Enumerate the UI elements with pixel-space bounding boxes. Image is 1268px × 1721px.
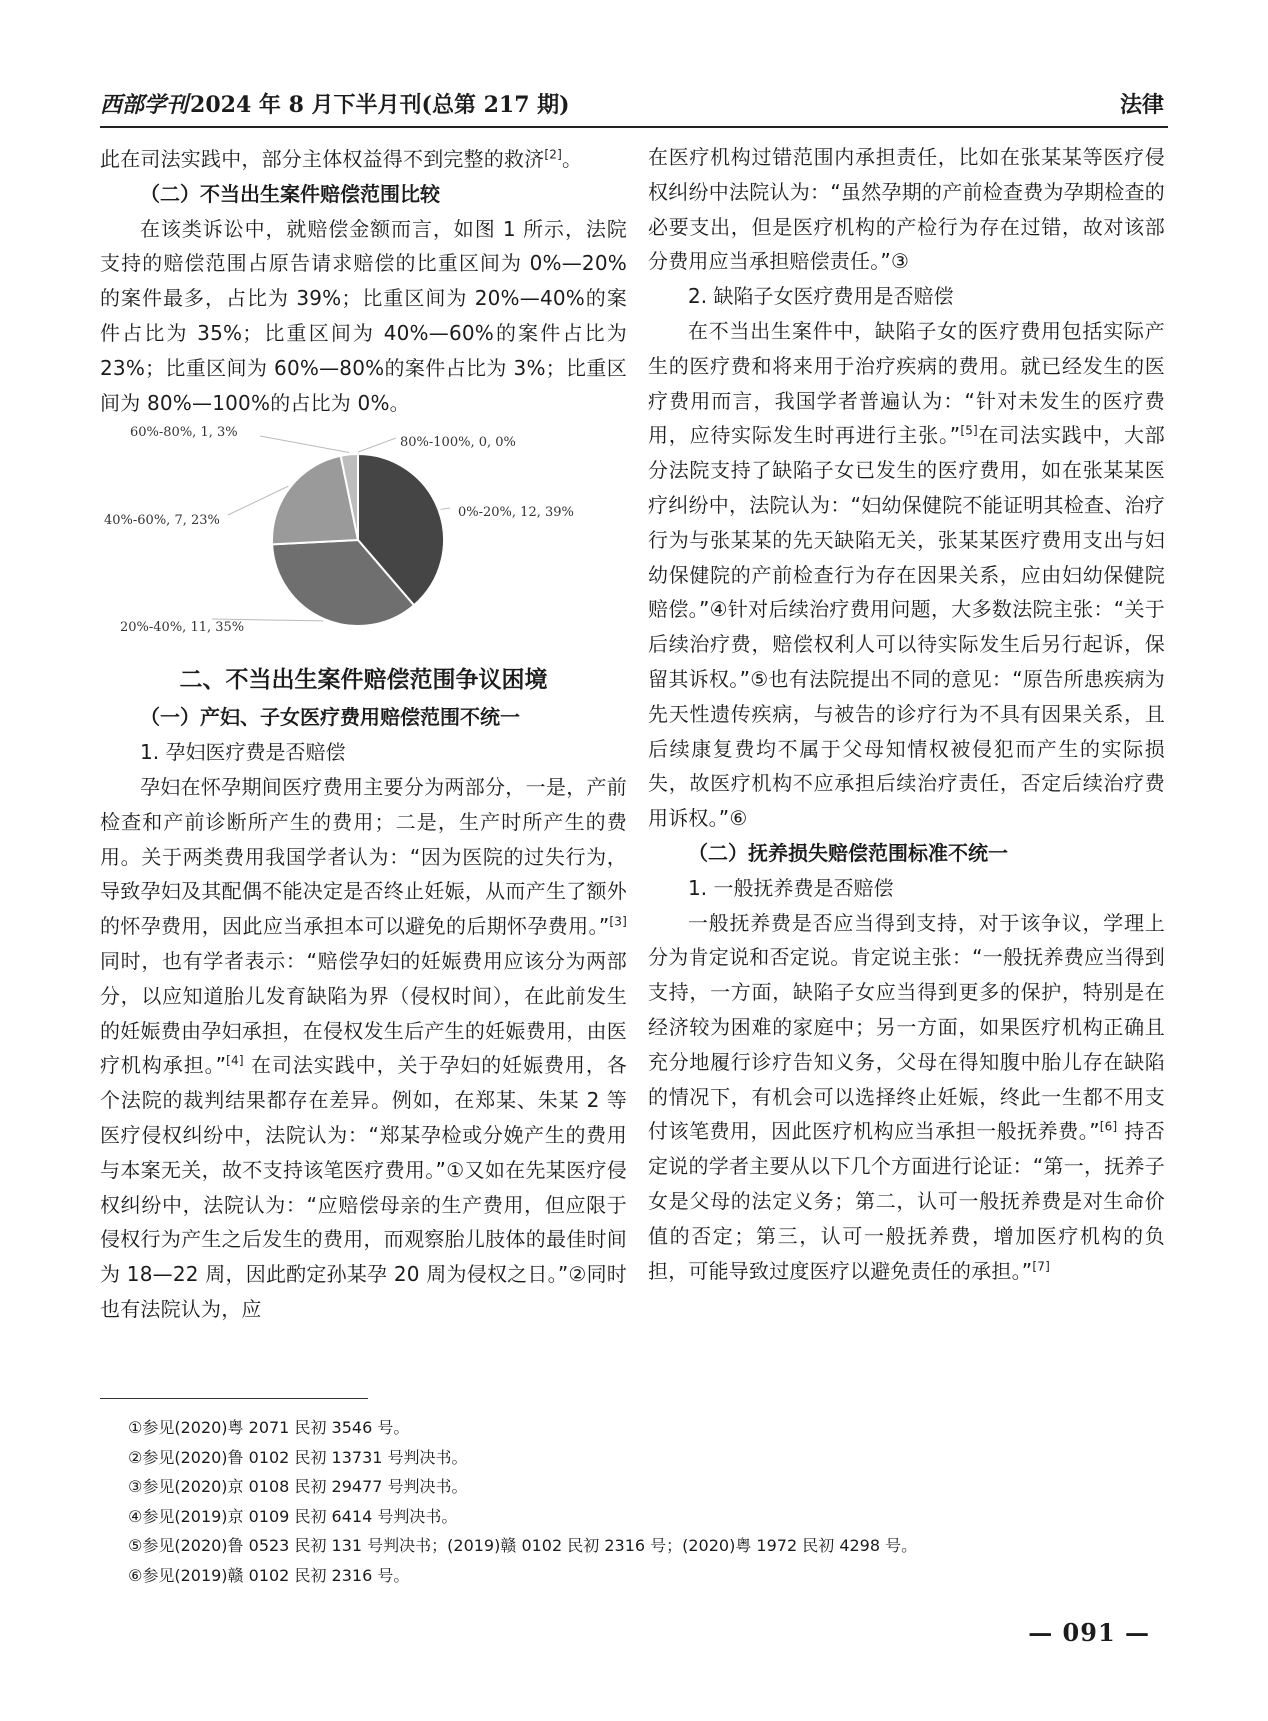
right-column	[648, 140, 1165, 1288]
citation-ref: [3]	[609, 914, 627, 929]
paragraph: 在不当出生案件中，缺陷子女的医疗费用包括实际产生的医疗费和将来用于治疗疾病的费用。就已经发生的医疗费用而言，我国学者普遍认为：“针对未发生的医疗费用，应待实际发生时再进行主张。”[5]在司法实践中，大部分法院支持了缺陷子女已发生的医疗费用，如在张某某医疗纠纷中，法院认为：“妇幼保健院不能证明其检查、治疗行为与张某某的先天缺陷无关，张某某医疗费用支出与妇幼保健院的产前检查行为存在因果关系，应由妇幼保健院赔偿。”④针对后续治疗费用问题，大多数法院主张：“关于后续治疗费，赔偿权利人可以待实际发生后另行起诉，保留其诉权。”⑤也有法院提出不同的意见：“原告所患疾病为先天性遗传疾病，与被告的诊疗行为不具有因果关系，且后续康复费均不属于父母知情权被侵犯而产生的实际损失，故医疗机构不应承担后续治疗责任，否定后续治疗费用诉权。”⑥	[648, 318, 1165, 831]
footnotes	[128, 1413, 1168, 1591]
citation-ref: [7]	[1032, 1258, 1050, 1273]
pie-data-label: 40%-60%, 7, 23%	[104, 513, 220, 529]
pie-data-label: 20%-40%, 11, 35%	[120, 620, 245, 636]
running-head	[100, 88, 570, 119]
left-column	[100, 142, 627, 1327]
paragraph: 在该类诉讼中，就赔偿金额而言，如图 1 所示，法院支持的赔偿范围占原告请求赔偿的比重区间为 0%—20%的案件最多，占比为 39%；比重区间为 20%—40%的案件占比为 35%；比重区间为 40%—60%的案件占比为 23%；比重区间为 60%—80%的案件占比为 3%；比重区间为 80%—100%的占比为 0%。	[100, 216, 627, 415]
footnote: ⑥参见(2019)赣 0102 民初 2316 号。	[128, 1565, 410, 1585]
subsection-heading: （二）抚养损失赔偿范围标准不统一	[688, 840, 1008, 865]
journal-logo: 西部学刊	[100, 92, 189, 118]
footnote: ④参见(2019)京 0109 民初 6414 号判决书。	[128, 1506, 458, 1526]
footnote: ①参见(2020)粤 2071 民初 3546 号。	[128, 1418, 410, 1437]
paragraph: 此在司法实践中，部分主体权益得不到完整的救济[2]。	[100, 147, 583, 171]
footnote-divider	[100, 1398, 368, 1399]
citation-ref: [2]	[544, 147, 563, 162]
citation-ref: [5]	[960, 423, 978, 438]
section-name: 法律	[1119, 92, 1164, 118]
sub-subsection-heading: 1. 孕妇医疗费是否赔偿	[140, 740, 346, 765]
sub-subsection-heading: 2. 缺陷子女医疗费用是否赔偿	[688, 284, 954, 309]
paragraph: 孕妇在怀孕期间医疗费用主要分为两部分，一是，产前检查和产前诊断所产生的费用；二是，生产时所产生的费用。关于两类费用我国学者认为：“因为医院的过失行为，导致孕妇及其配偶不能决定是否终止妊娠，从而产生了额外的怀孕费用，因此应当承担本可以避免的后期怀孕费用。”[3] 同时，也有学者表示：“赔偿孕妇的妊娠费用应该分为两部分，以应知道胎儿发育缺陷为界（侵权时间），在此前发生的妊娠费由孕妇承担，在侵权发生后产生的妊娠费用，由医疗机构承担。”[4] 在司法实践中，关于孕妇的妊娠费用，各个法院的裁判结果都存在差异。例如，在郑某、朱某 2 等医疗侵权纠纷中，法院认为：“郑某孕检或分娩产生的费用与本案无关，故不支持该笔医疗费用。”①又如在先某医疗侵权纠纷中，法院认为：“应赔偿母亲的生产费用，但应限于侵权行为产生之后发生的费用，而观察胎儿肢体的最佳时间为 18—22 周，因此酌定孙某孕 20 周为侵权之日。”②同时也有法院认为，应	[100, 774, 627, 1321]
footnote: ②参见(2020)鲁 0102 民初 13731 号判决书。	[128, 1447, 468, 1467]
paragraph: 一般抚养费是否应当得到支持，对于该争议，学理上分为肯定说和否定说。肯定说主张：“一般抚养费应当得到支持，一方面，缺陷子女应当得到更多的保护，特别是在经济较为困难的家庭中；另一方面，如果医疗机构正确且充分地履行诊疗告知义务，父母在得知腹中胎儿存在缺陷的情况下，有机会可以选择终止妊娠，终此一生都不用支付该笔费用，因此医疗机构应当承担一般抚养费。”[6] 持否定说的学者主要从以下几个方面进行论证：“第一，抚养子女是父母的法定义务；第二，认可一般抚养费是对生命价值的否定；第三，认可一般抚养费，增加医疗机构的负担，可能导致过度医疗以避免责任的承担。”[7]	[648, 910, 1165, 1283]
pie-chart-svg	[100, 424, 627, 654]
pie-chart	[100, 424, 627, 654]
pie-data-label: 80%-100%, 0, 0%	[400, 435, 516, 451]
pie-leader-line	[358, 438, 396, 452]
pie-leader-line	[260, 436, 349, 452]
sub-subsection-heading: 1. 一般抚养费是否赔偿	[688, 875, 894, 900]
pie-data-label: 60%-80%, 1, 3%	[130, 425, 238, 441]
footnote: ③参见(2020)京 0108 民初 29477 号判决书。	[128, 1477, 468, 1497]
issue-info: 2024 年 8 月下半月刊(总第 217 期)	[190, 92, 570, 118]
page-header	[100, 82, 1168, 128]
paragraph: 在医疗机构过错范围内承担责任，比如在张某某等医疗侵权纠纷中法院认为：“虽然孕期的产前检查费为孕期检查的必要支出，但是医疗机构的产检行为存在过错，故对该部分费用应当承担赔偿责任。”③	[648, 145, 1165, 274]
subsection-heading: （一）产妇、子女医疗费用赔偿范围不统一	[140, 705, 520, 730]
footnote: ⑤参见(2020)鲁 0523 民初 131 号判决书；(2019)赣 0102 民初 2316 号；(2020)粤 1972 民初 4298 号。	[128, 1536, 918, 1556]
subsection-heading: （二）不当出生案件赔偿范围比较	[140, 181, 440, 206]
citation-ref: [4]	[226, 1053, 244, 1068]
pie-data-label: 0%-20%, 12, 39%	[458, 505, 574, 521]
section-heading: 二、不当出生案件赔偿范围争议困境	[179, 667, 548, 694]
citation-ref: [6]	[1099, 1119, 1118, 1134]
page-number: — 091 —	[1028, 1618, 1150, 1647]
pie-leader-line	[441, 508, 450, 509]
